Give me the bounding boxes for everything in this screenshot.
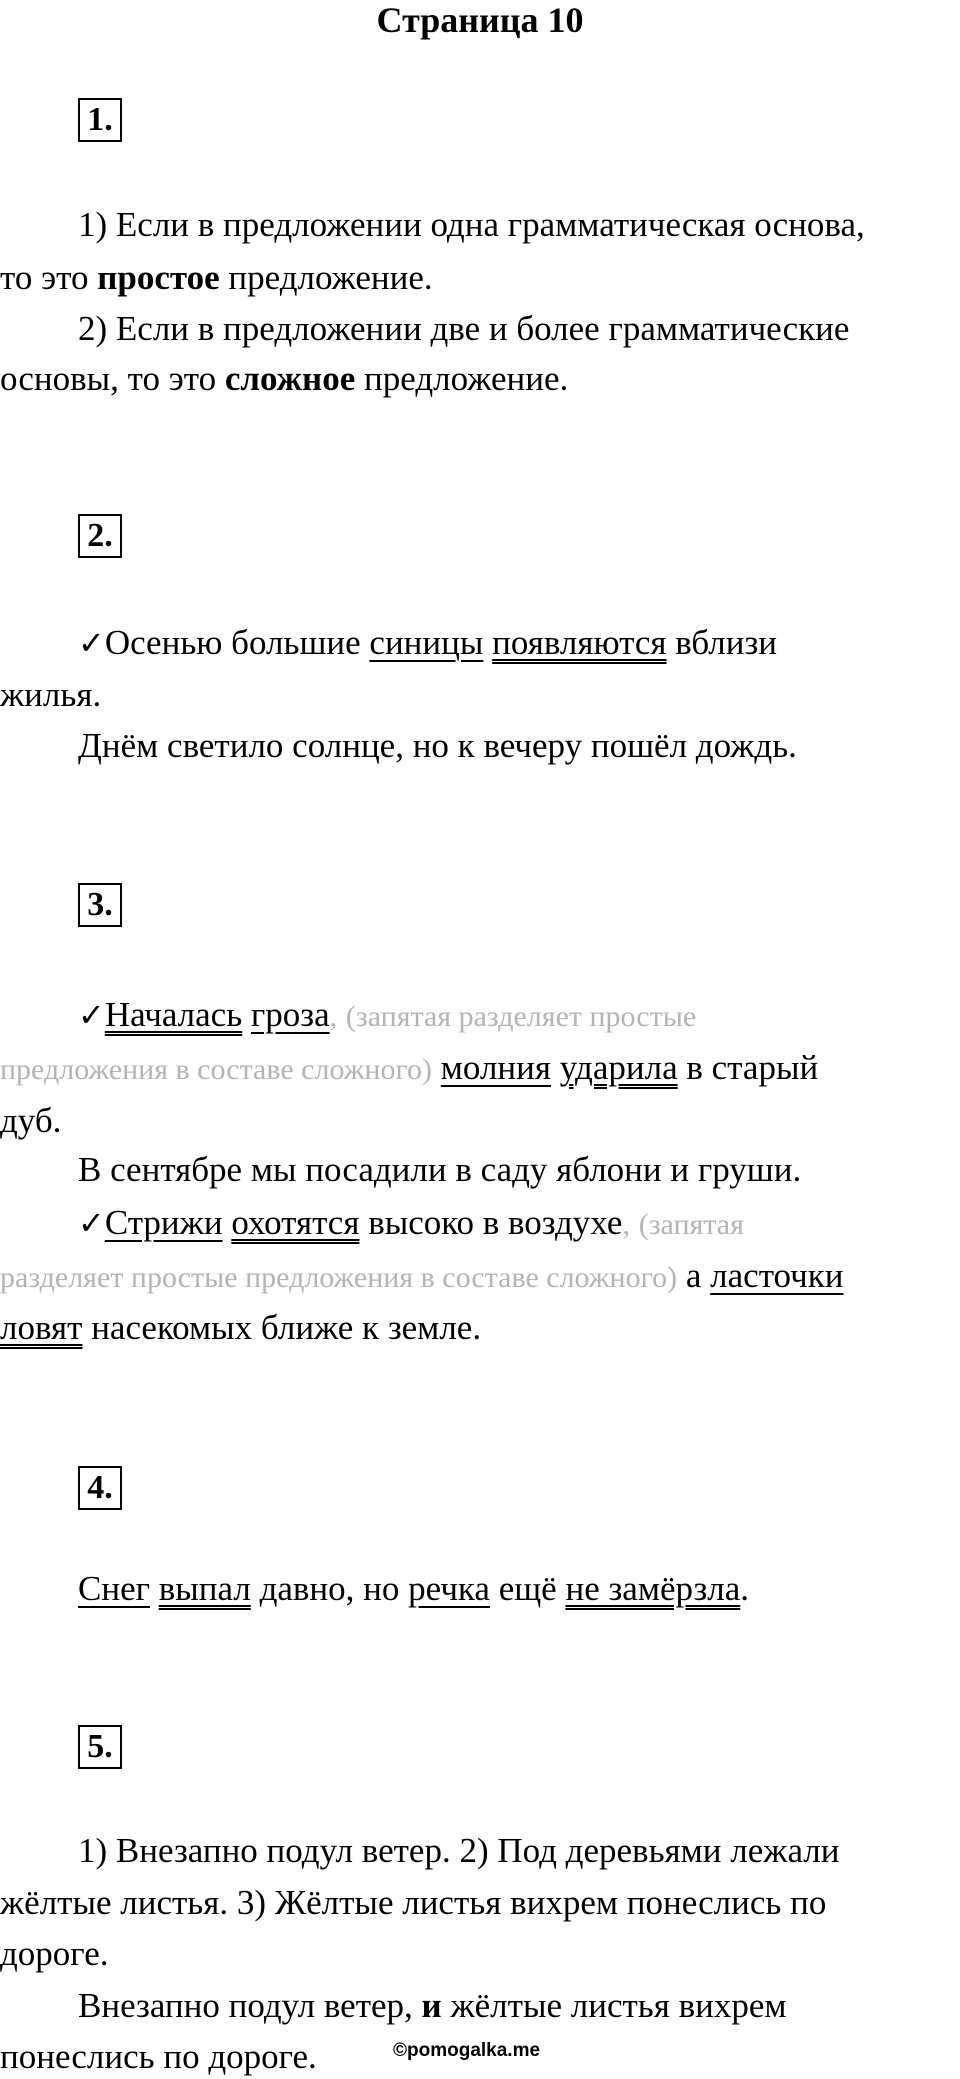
checkmark-icon: ✓ (78, 624, 105, 662)
task-3-sentence-1-cont: предложения в составе сложного) молния ударила в старый (0, 1048, 819, 1087)
task-2-sentence-2: Днём светило солнце, но к вечеру пошёл дождь. (78, 726, 797, 765)
task-5-line-5: понеслись по дороге. (0, 2037, 317, 2076)
subject: Снег (78, 1569, 150, 1608)
page-title: Страница 10 (376, 0, 584, 40)
task-3-sentence-1 (78, 993, 960, 1039)
checkmark-icon: ✓ (78, 1204, 105, 1242)
task-2-sentence-1: ✓Осенью большие синицы появляются вблизи (78, 623, 778, 662)
task-5-line-3: дороге. (0, 1934, 109, 1973)
subject: Стрижи (104, 1203, 223, 1242)
task-5-line-4: Внезапно подул ветер, и жёлтые листья вихрем (78, 1986, 787, 2025)
task-5-line-2: жёлтые листья. 3) Жёлтые листья вихрем понеслись по (0, 1883, 827, 1922)
predicate: охотятся (231, 1203, 360, 1242)
conjunction: и (421, 1986, 442, 2025)
predicate: появляются (492, 623, 667, 662)
term-simple: простое (97, 258, 220, 297)
comma-note-cont: предложения в составе сложного) (0, 1053, 433, 1086)
comma-note-cont: разделяет простые предложения в составе сложного) (0, 1261, 678, 1294)
task-3-sentence-1-end: дуб. (0, 1101, 62, 1140)
task-3-sentence-3-cont: разделяет простые предложения в составе сложного) а ласточки (0, 1256, 844, 1295)
comma-note: (запятая (638, 1208, 744, 1241)
subject: синицы (369, 623, 484, 662)
task-number-2: 2. (78, 514, 122, 558)
task-2-sentence-1-cont: жилья. (0, 675, 102, 714)
subject: гроза (250, 995, 330, 1034)
task-number-1: 1. (78, 98, 122, 142)
predicate: ловят (0, 1308, 83, 1347)
subject: ласточки (710, 1256, 844, 1295)
copyright: ©pomogalka.me (393, 2040, 541, 2061)
subject: речка (408, 1569, 490, 1608)
task-1-line-3: 2) Если в предложении две и более грамматические (78, 309, 850, 348)
task-1-line-1: 1) Если в предложении одна грамматическая основа, (78, 205, 865, 244)
predicate: не замёрзла (565, 1569, 741, 1608)
predicate: Началась (104, 995, 243, 1034)
predicate: выпал (158, 1569, 251, 1608)
comma-note: (запятая разделяет простые (345, 1000, 697, 1033)
predicate: ударила (559, 1048, 678, 1087)
task-3-sentence-2: В сентябре мы посадили в саду яблони и груши. (78, 1150, 802, 1189)
subject: молния (440, 1048, 551, 1087)
term-complex: сложное (224, 359, 356, 398)
task-number-5: 5. (78, 1725, 122, 1769)
task-4-sentence: Снег выпал давно, но речка ещё не замёрзла. (78, 1569, 750, 1608)
comma-note-mark: , (329, 1000, 338, 1033)
checkmark-icon: ✓ (78, 996, 105, 1034)
task-3-sentence-3-end: ловят насекомых ближе к земле. (0, 1308, 482, 1347)
task-5-line-1: 1) Внезапно подул ветер. 2) Под деревьями лежали (78, 1831, 840, 1870)
task-number-3: 3. (78, 883, 122, 927)
comma-note-mark: , (622, 1208, 630, 1241)
task-3-sentence-3: ✓Стрижи охотятся высоко в воздухе, (запятая (78, 1203, 744, 1242)
task-1-line-2: то это простое предложение. (0, 258, 433, 297)
task-1-line-4: основы, то это сложное предложение. (0, 359, 569, 398)
task-number-4: 4. (78, 1466, 122, 1510)
